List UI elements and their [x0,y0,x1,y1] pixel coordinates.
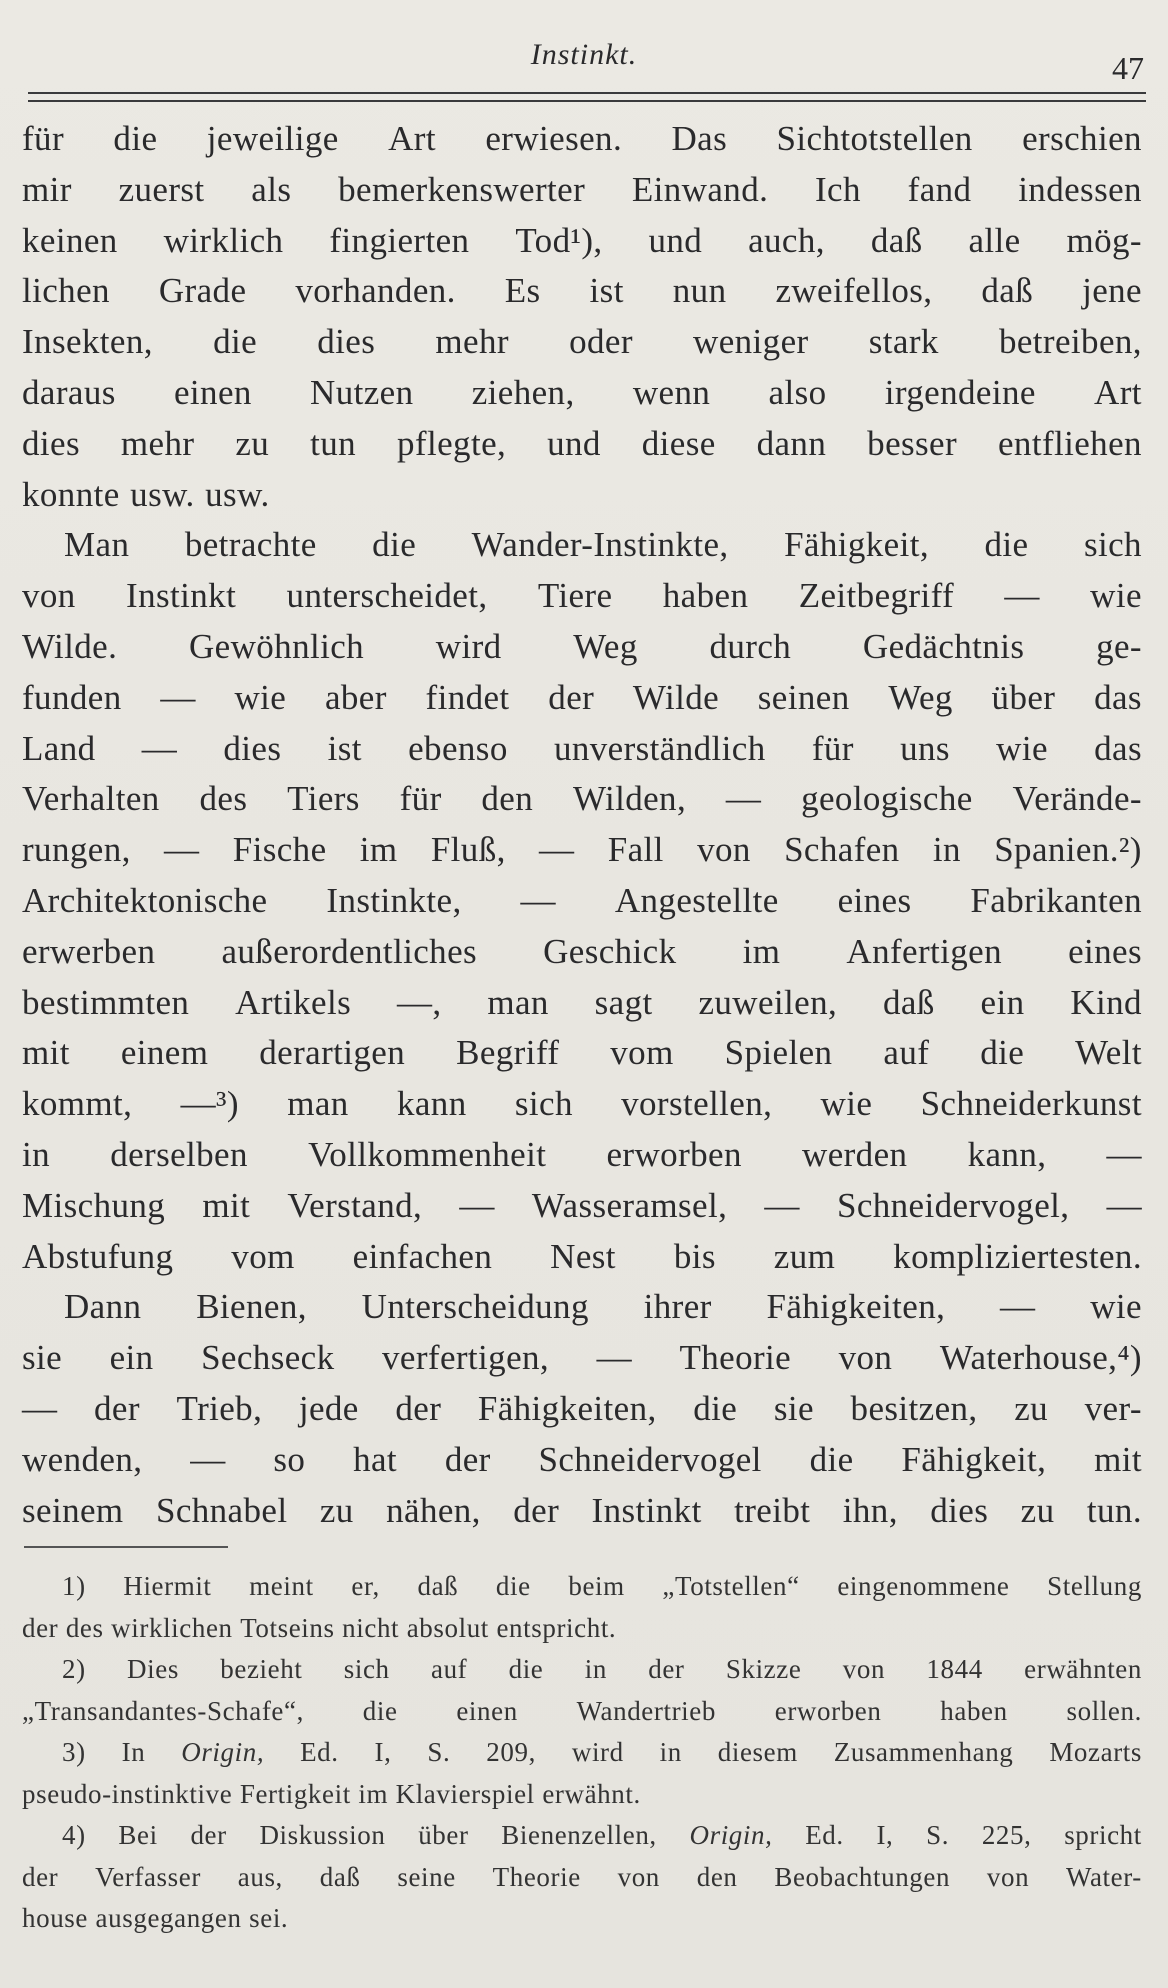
body-text-line: Land — dies ist ebenso unverständlich für uns wie das [22,728,1142,768]
body-text-line: dies mehr zu tun pflegte, und diese dann besser entfliehen [22,423,1142,463]
body-text-line: Architektonische Instinkte, — Angestellte eines Fabrikanten [22,880,1142,920]
page-number: 47 [1112,50,1144,86]
body-text-line: seinem Schnabel zu nähen, der Instinkt treibt ihn, dies zu tun. [22,1490,1142,1530]
footnote-line: „Transandantes-Schafe“, die einen Wandertrieb erworben haben sollen. [22,1695,1142,1726]
body-text-line: — der Trieb, jede der Fähigkeiten, die sie besitzen, zu ver- [22,1388,1142,1428]
footnote-line: der des wirklichen Totseins nicht absolut entspricht. [22,1612,617,1643]
body-text-line: Wilde. Gewöhnlich wird Weg durch Gedächtnis ge- [22,626,1142,666]
body-text-line: keinen wirklich fingierten Tod¹), und auch, daß alle mög- [22,220,1142,260]
body-text-line: erwerben außerordentliches Geschick im Anfertigen eines [22,931,1142,971]
main-text [22,114,1142,1536]
running-head [0,36,1168,86]
body-text-line: Mischung mit Verstand, — Wasseramsel, — Schneidervogel, — [22,1185,1142,1225]
body-text-line: Insekten, die dies mehr oder weniger stark betreiben, [22,322,1142,362]
footnote-line: 3) In Origin, Ed. I, S. 209, wird in diesem Zusammenhang Mozarts [62,1737,1142,1767]
header-double-rule [28,92,1146,102]
body-text-line: kommt, —³) man kann sich vorstellen, wie Schneiderkunst [22,1084,1142,1124]
running-title: Instinkt. [530,38,638,71]
body-text-line: mir zuerst als bemerkenswerter Einwand. Ich fand indessen [22,169,1142,209]
footnote-line: 2) Dies bezieht sich auf die in der Skizze von 1844 erwähnten [62,1654,1142,1684]
body-text-line: Abstufung vom einfachen Nest bis zum kompliziertesten. [22,1236,1142,1276]
body-text-line: bestimmten Artikels —, man sagt zuweilen, daß ein Kind [22,982,1142,1022]
footnotes [22,1566,1142,1940]
body-text-line: daraus einen Nutzen ziehen, wenn also irgendeine Art [22,372,1142,412]
footnote-line: pseudo-instinktive Fertigkeit im Klavierspiel erwähnt. [22,1778,641,1809]
body-text-line: Dann Bienen, Unterscheidung ihrer Fähigkeiten, — wie [64,1287,1142,1327]
footnote-line: 1) Hiermit meint er, daß die beim „Totstellen“ eingenommene Stellung [62,1571,1142,1601]
body-text-line: wenden, — so hat der Schneidervogel die Fähigkeit, mit [22,1439,1142,1479]
body-text-line: konnte usw. usw. [22,474,270,514]
body-text-line: Man betrachte die Wander-Instinkte, Fähigkeit, die sich [64,525,1142,565]
body-text-line: mit einem derartigen Begriff vom Spielen auf die Welt [22,1033,1142,1073]
body-text-line: rungen, — Fische im Fluß, — Fall von Schafen in Spanien.²) [22,830,1142,870]
footnote-line: der Verfasser aus, daß seine Theorie von den Beobachtungen von Water- [22,1861,1142,1892]
body-text-line: Verhalten des Tiers für den Wilden, — geologische Verände- [22,779,1142,819]
body-text-line: sie ein Sechseck verfertigen, — Theorie von Waterhouse,⁴) [22,1338,1142,1378]
footnote-line: house ausgegangen sei. [22,1903,289,1933]
body-text-line: funden — wie aber findet der Wilde seinen Weg über das [22,677,1142,717]
body-text-line: von Instinkt unterscheidet, Tiere haben Zeitbegriff — wie [22,576,1142,616]
body-text-line: in derselben Vollkommenheit erworben werden kann, — [22,1134,1142,1174]
body-text-line: für die jeweilige Art erwiesen. Das Sichtotstellen erschien [22,119,1142,158]
body-text-line: lichen Grade vorhanden. Es ist nun zweifellos, daß jene [22,271,1142,311]
footnote-rule [24,1546,228,1548]
footnote-line: 4) Bei der Diskussion über Bienenzellen, Origin, Ed. I, S. 225, spricht [62,1820,1142,1850]
